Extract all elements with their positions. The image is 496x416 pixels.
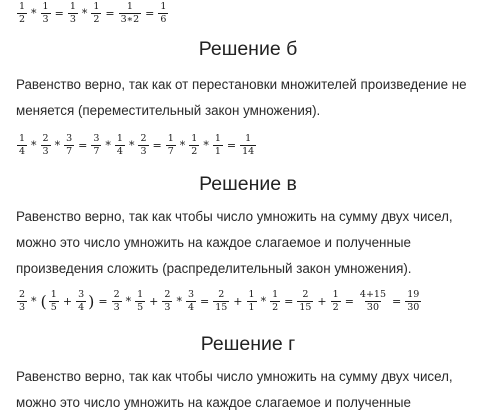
math-operator: * xyxy=(54,138,61,152)
fraction-numerator: 1 xyxy=(93,1,100,12)
math-operator: = xyxy=(105,6,115,20)
fraction xyxy=(158,2,168,24)
fraction-numerator: 1 xyxy=(42,1,49,12)
paragraph-line: Равенство верно, так как чтобы число умножить на сумму двух чисел, xyxy=(16,369,453,384)
paragraph-solution-b xyxy=(16,72,486,124)
fraction-numerator: 1 xyxy=(137,289,144,300)
fraction-denominator: 2 xyxy=(19,13,26,25)
fraction xyxy=(331,290,341,312)
fraction-denominator: 2 xyxy=(191,145,198,157)
fraction-numerator: 2 xyxy=(42,133,49,144)
paragraph-line: Равенство верно, так как от перестановки множителей произведение не xyxy=(16,77,467,92)
math-operator: * xyxy=(81,6,88,20)
fraction xyxy=(91,134,101,156)
fraction xyxy=(297,290,313,312)
paragraph-line: можно это число умножить на каждое слагаемое и полученные xyxy=(16,395,411,410)
fraction-denominator: 30 xyxy=(366,301,379,313)
fraction-numerator: 1 xyxy=(126,1,133,12)
fraction-denominator: 7 xyxy=(66,145,73,157)
math-operator: * xyxy=(31,294,37,308)
math-operator: * xyxy=(105,138,111,152)
fraction xyxy=(213,134,223,156)
math-operator: = xyxy=(54,6,64,20)
math-operator: = xyxy=(145,6,155,20)
fraction-denominator: 14 xyxy=(242,145,255,157)
math-operator: ( xyxy=(40,291,47,311)
fraction-numerator: 2 xyxy=(164,289,171,300)
fraction xyxy=(17,290,27,312)
math-operator: * xyxy=(31,138,37,152)
fraction xyxy=(17,134,27,156)
math-operator: = xyxy=(344,294,354,308)
fraction-numerator: 2 xyxy=(218,289,225,300)
fraction xyxy=(41,2,51,24)
math-operator: * xyxy=(260,294,267,308)
fraction-denominator: 15 xyxy=(299,301,312,313)
math-operator: * xyxy=(203,138,209,152)
math-operator: = xyxy=(392,294,402,308)
fraction xyxy=(112,290,122,312)
fraction xyxy=(270,290,280,312)
math-operator: * xyxy=(31,6,37,20)
math-operator: + xyxy=(233,294,243,308)
math-operator: = xyxy=(78,138,88,152)
math-operator: + xyxy=(62,294,73,308)
fraction xyxy=(135,290,145,312)
fraction xyxy=(119,2,142,24)
fraction-numerator: 1 xyxy=(160,1,167,12)
fraction xyxy=(166,134,176,156)
fraction-numerator: 1 xyxy=(19,1,26,12)
fraction xyxy=(64,134,74,156)
fraction-denominator: 2 xyxy=(332,301,339,313)
fraction xyxy=(162,290,172,312)
fraction-numerator: 2 xyxy=(113,289,120,300)
fraction-denominator: 30 xyxy=(407,301,420,313)
fraction-numerator: 4+15 xyxy=(359,289,386,300)
fraction-numerator: 1 xyxy=(214,133,221,144)
fraction xyxy=(138,134,148,156)
math-operator: ) xyxy=(88,291,95,311)
fraction-numerator: 1 xyxy=(191,133,198,144)
fraction xyxy=(49,290,59,312)
fraction-numerator: 2 xyxy=(302,289,309,300)
fraction xyxy=(17,2,27,24)
fraction-denominator: 2 xyxy=(272,301,279,313)
fraction-denominator: 15 xyxy=(215,301,228,313)
heading-solution-g: Решение г xyxy=(200,333,296,355)
fraction xyxy=(240,134,256,156)
formula-a xyxy=(16,2,169,24)
heading-solution-b: Решение б xyxy=(198,38,298,60)
formula-b xyxy=(16,134,257,156)
fraction-denominator: 3∗2 xyxy=(120,13,140,25)
math-operator: = xyxy=(152,138,162,152)
fraction-denominator: 3 xyxy=(164,301,171,313)
fraction-numerator: 1 xyxy=(332,289,339,300)
fraction xyxy=(189,134,199,156)
paragraph-line: можно это число умножить на каждое слагаемое и полученные xyxy=(16,235,411,250)
fraction-denominator: 4 xyxy=(19,145,26,157)
fraction-denominator: 3 xyxy=(113,301,120,313)
fraction-numerator: 1 xyxy=(248,289,255,300)
fraction-numerator: 1 xyxy=(245,133,252,144)
fraction xyxy=(358,290,388,312)
fraction-denominator: 7 xyxy=(167,145,174,157)
fraction-numerator: 19 xyxy=(407,289,420,300)
fraction xyxy=(115,134,125,156)
math-operator: = xyxy=(199,294,210,308)
paragraph-solution-v xyxy=(16,204,486,282)
fraction-numerator: 2 xyxy=(140,133,147,144)
fraction-numerator: 2 xyxy=(19,289,26,300)
fraction-denominator: 1 xyxy=(214,145,221,157)
fraction xyxy=(76,290,86,312)
math-operator: * xyxy=(176,294,182,308)
fraction-numerator: 3 xyxy=(66,133,73,144)
math-operator: + xyxy=(149,294,159,308)
heading-solution-v: Решение в xyxy=(199,173,297,195)
fraction-numerator: 3 xyxy=(187,289,194,300)
fraction-denominator: 5 xyxy=(137,301,144,313)
fraction-denominator: 6 xyxy=(160,13,167,25)
fraction-numerator: 1 xyxy=(116,133,123,144)
fraction-denominator: 3 xyxy=(42,13,49,25)
fraction-denominator: 5 xyxy=(50,301,57,313)
fraction-numerator: 3 xyxy=(93,133,100,144)
paragraph-line: произведения сложить (распределительный закон умножения). xyxy=(16,261,412,276)
math-operator: * xyxy=(179,138,186,152)
fraction xyxy=(68,2,78,24)
paragraph-solution-g xyxy=(16,364,486,416)
fraction xyxy=(213,290,229,312)
fraction-denominator: 7 xyxy=(93,145,100,157)
fraction-denominator: 4 xyxy=(187,301,194,313)
math-operator: = xyxy=(226,138,237,152)
fraction-numerator: 1 xyxy=(167,133,174,144)
paragraph-line: Равенство верно, так как чтобы число умножить на сумму двух чисел, xyxy=(16,209,453,224)
fraction-denominator: 3 xyxy=(19,301,26,313)
fraction xyxy=(186,290,196,312)
fraction-numerator: 1 xyxy=(272,289,279,300)
math-operator: = xyxy=(98,294,108,308)
fraction xyxy=(41,134,51,156)
math-operator: * xyxy=(128,138,135,152)
fraction-numerator: 3 xyxy=(78,289,85,300)
fraction-denominator: 4 xyxy=(78,301,85,313)
fraction xyxy=(247,290,257,312)
fraction-numerator: 1 xyxy=(69,1,76,12)
fraction-numerator: 1 xyxy=(19,133,26,144)
math-operator: = xyxy=(284,294,294,308)
fraction xyxy=(405,290,421,312)
math-operator: * xyxy=(125,294,132,308)
fraction-denominator: 3 xyxy=(140,145,147,157)
fraction-denominator: 4 xyxy=(116,145,123,157)
fraction-numerator: 1 xyxy=(50,289,57,300)
paragraph-line: меняется (переместительный закон умножения). xyxy=(16,103,321,118)
math-operator: + xyxy=(317,294,327,308)
fraction-denominator: 2 xyxy=(93,13,100,25)
fraction xyxy=(91,2,101,24)
fraction-denominator: 3 xyxy=(69,13,76,25)
fraction-denominator: 3 xyxy=(42,145,49,157)
fraction-denominator: 1 xyxy=(248,301,255,313)
formula-v xyxy=(16,290,422,312)
